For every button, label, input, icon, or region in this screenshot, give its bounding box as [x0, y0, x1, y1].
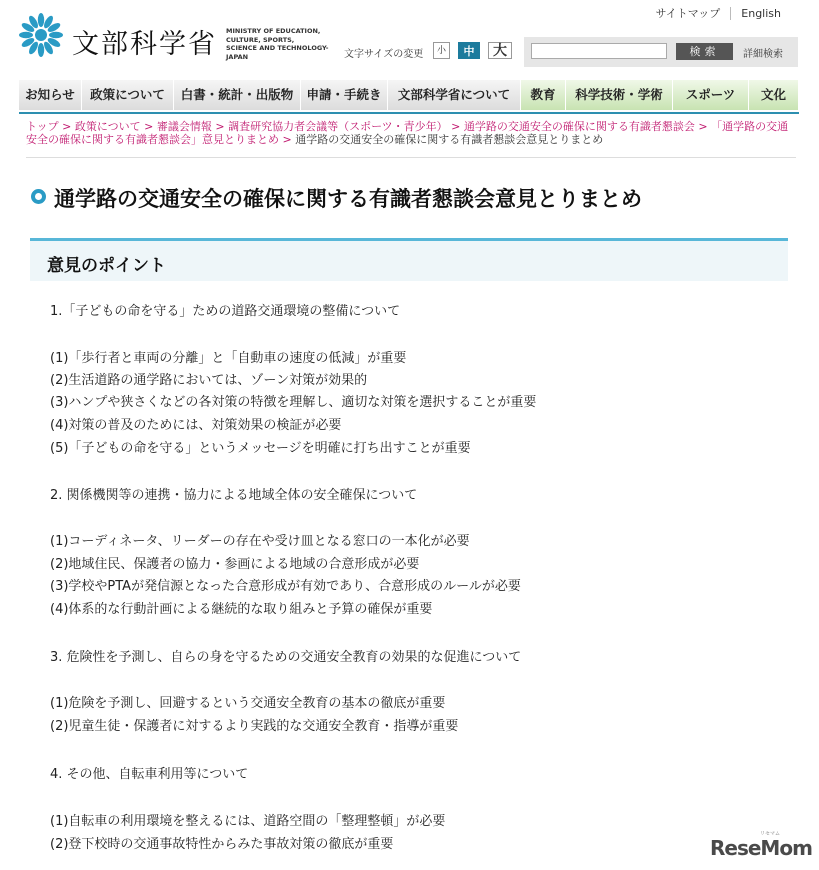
- sitemap-link[interactable]: サイトマップ: [655, 7, 721, 20]
- point-heading: 2. 関係機関等の連携・協力による地域全体の安全確保について: [50, 488, 418, 503]
- list-item: (5)「子どもの命を守る」というメッセージを明確に打ち出すことが重要: [50, 441, 471, 456]
- nav-item-publications[interactable]: 白書・統計・出版物: [174, 80, 301, 110]
- mext-logo-icon[interactable]: [18, 12, 64, 58]
- page-title: 通学路の交通安全の確保に関する有識者懇談会意見とりまとめ: [54, 187, 642, 211]
- nav-item-applications[interactable]: 申請・手続き: [301, 80, 388, 110]
- list-item: (2)児童生徒・保護者に対するより実践的な交通安全教育・指導が重要: [50, 719, 459, 734]
- breadcrumb: トップ > 政策について > 審議会情報 > 調査研究協力者会議等（スポーツ・青少年） > 通学路の交通安全の確保に関する有識者懇談会 > 「通学路の交通安全の確保に関する有識者懇談会」意見とりまとめ > 通学路の交通安全の確保に関する有識者懇談会意見とりまとめ: [26, 120, 789, 146]
- font-size-medium-button[interactable]: 中: [458, 42, 480, 59]
- breadcrumb-link[interactable]: 調査研究協力者会議等（スポーツ・青少年）: [228, 120, 448, 133]
- list-item: (3)学校やPTAが発信源となった合意形成が有効であり、合意形成のルールが必要: [50, 579, 521, 594]
- logo-text[interactable]: 文部科学省: [72, 29, 217, 60]
- english-link[interactable]: English: [730, 7, 791, 20]
- point-heading: 4. その他、自転車利用等について: [50, 767, 249, 782]
- logo-english-text: MINISTRY OF EDUCATION, CULTURE, SPORTS, SCIENCE AND TECHNOLOGY-JAPAN: [226, 27, 329, 61]
- list-item: (3)ハンプや狭さくなどの各対策の特徴を理解し、適切な対策を選択することが重要: [50, 395, 537, 410]
- breadcrumb-divider: [26, 157, 796, 158]
- resemom-watermark: ReseMom: [710, 836, 812, 860]
- nav-item-culture[interactable]: 文化: [749, 80, 799, 110]
- breadcrumb-link[interactable]: 政策について: [74, 120, 141, 133]
- list-item: (4)対策の普及のためには、対策効果の検証が必要: [50, 418, 342, 433]
- point-heading: 1.「子どもの命を守る」ための道路交通環境の整備について: [50, 304, 401, 319]
- list-item: (2)登下校時の交通事故特性からみた事故対策の徹底が重要: [50, 837, 394, 852]
- list-item: (1)危険を予測し、回避するという交通安全教育の基本の徹底が重要: [50, 696, 446, 711]
- font-size-large-button[interactable]: 大: [488, 42, 512, 59]
- breadcrumb-link[interactable]: 通学路の交通安全の確保に関する有識者懇談会: [463, 120, 695, 133]
- site-header: [0, 0, 819, 80]
- advanced-search-link[interactable]: 詳細検索: [743, 49, 783, 60]
- nav-item-education[interactable]: 教育: [521, 80, 566, 110]
- breadcrumb-link[interactable]: 審議会情報: [156, 120, 212, 133]
- nav-item-sports[interactable]: スポーツ: [673, 80, 749, 110]
- font-size-label: 文字サイズの変更: [344, 49, 424, 60]
- list-item: (1)コーディネータ、リーダーの存在や受け皿となる窓口の一本化が必要: [50, 534, 470, 549]
- search-button[interactable]: 検索: [676, 43, 733, 60]
- list-item: (1)自転車の利用環境を整えるには、道路空間の「整理整頓」が必要: [50, 814, 446, 829]
- nav-item-about[interactable]: 文部科学省について: [388, 80, 521, 110]
- nav-item-policy[interactable]: 政策について: [82, 80, 174, 110]
- global-nav: [19, 80, 799, 114]
- font-size-small-button[interactable]: 小: [433, 42, 450, 59]
- watermark-sub: リセマム: [760, 831, 780, 837]
- search-input[interactable]: [531, 43, 667, 59]
- title-bullet-icon: [31, 189, 46, 204]
- point-heading: 3. 危険性を予測し、自らの身を守るための交通安全教育の効果的な促進について: [50, 650, 522, 665]
- nav-item-science[interactable]: 科学技術・学術: [566, 80, 673, 110]
- breadcrumb-link[interactable]: 「通学路の交通安全の確保に関する有識者懇談会」意見とりまとめ: [26, 120, 789, 146]
- nav-item-news[interactable]: お知らせ: [19, 80, 82, 110]
- list-item: (2)地域住民、保護者の協力・参画による地域の合意形成が必要: [50, 557, 420, 572]
- breadcrumb-current: 通学路の交通安全の確保に関する有識者懇談会意見とりまとめ: [295, 133, 604, 146]
- top-utility-nav: [645, 5, 791, 21]
- breadcrumb-link[interactable]: トップ: [26, 120, 59, 133]
- list-item: (4)体系的な行動計画による継続的な取り組みと予算の確保が重要: [50, 602, 433, 617]
- section-title: 意見のポイント: [47, 256, 166, 276]
- section-header: [30, 238, 788, 281]
- list-item: (1)「歩行者と車両の分離」と「自動車の速度の低減」が重要: [50, 351, 407, 366]
- list-item: (2)生活道路の通学路においては、ゾーン対策が効果的: [50, 373, 368, 388]
